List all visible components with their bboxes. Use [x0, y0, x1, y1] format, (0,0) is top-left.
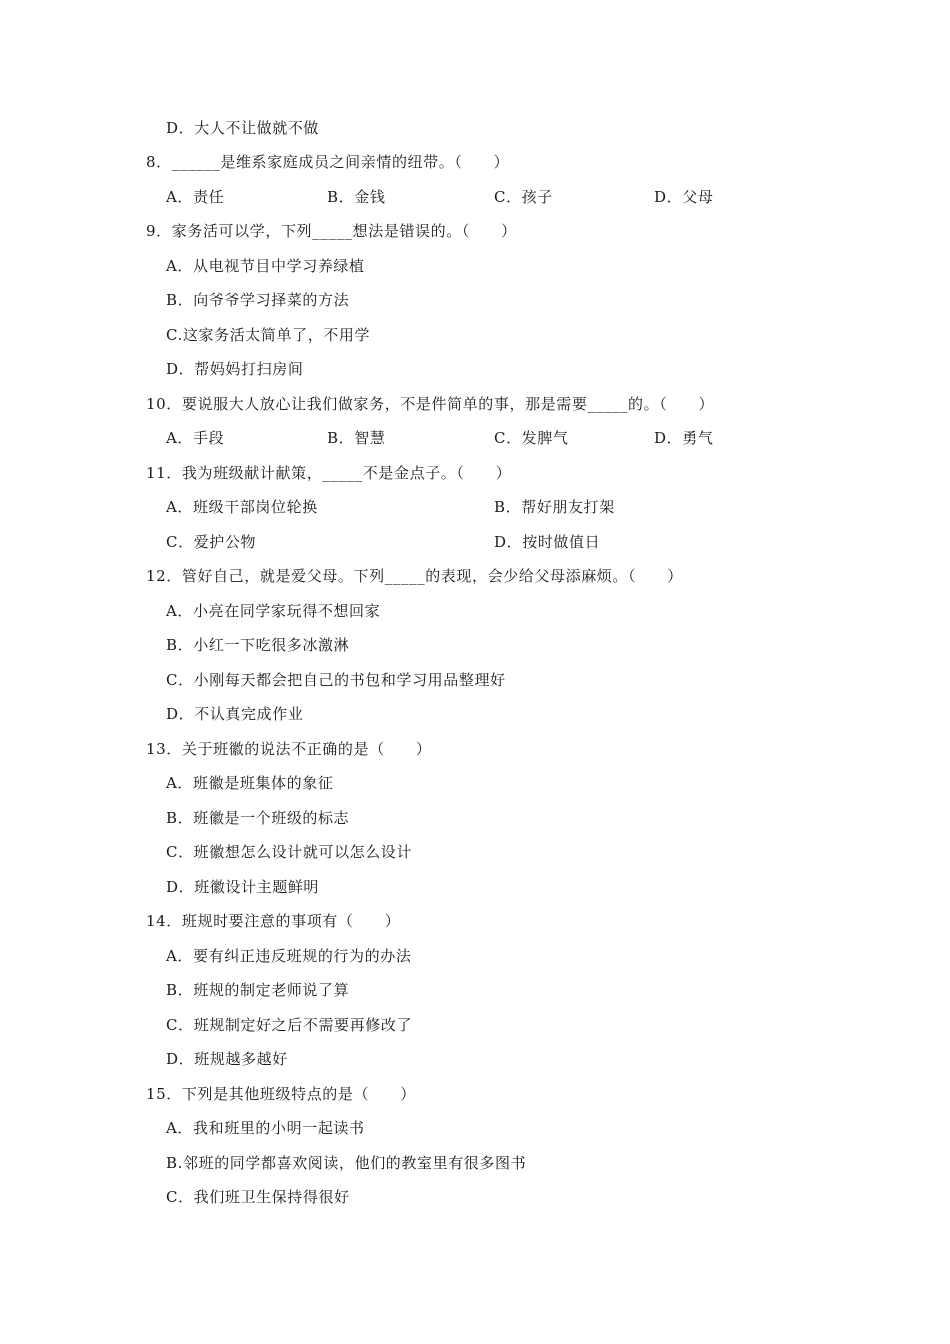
- q10-option-a: A．手段: [166, 429, 225, 447]
- q13-stem: 13．关于班徽的说法不正确的是（ ）: [146, 740, 432, 758]
- q13-option-c: C．班徽想怎么设计就可以怎么设计: [166, 843, 413, 861]
- q10-option-d: D．勇气: [654, 429, 714, 447]
- q14-stem: 14．班规时要注意的事项有（ ）: [146, 912, 401, 930]
- q12-option-c: C．小刚每天都会把自己的书包和学习用品整理好: [166, 671, 506, 689]
- q9-option-b: B．向爷爷学习择菜的方法: [166, 291, 350, 309]
- q8-stem: 8．______是维系家庭成员之间亲情的纽带。（ ）: [146, 153, 510, 171]
- q9-option-c: C.这家务活太简单了，不用学: [166, 326, 371, 344]
- q12-option-a: A．小亮在同学家玩得不想回家: [166, 602, 381, 620]
- q9-option-d: D．帮妈妈打扫房间: [166, 360, 304, 378]
- q8-option-d: D．父母: [654, 188, 714, 206]
- q12-option-d: D．不认真完成作业: [166, 705, 304, 723]
- q10-stem: 10．要说服大人放心让我们做家务，不是件简单的事，那是需要_____的。（ ）: [146, 395, 715, 413]
- q12-stem: 12．管好自己，就是爱父母。下列_____的表现，会少给父母添麻烦。（ ）: [146, 567, 683, 585]
- q15-stem: 15．下列是其他班级特点的是（ ）: [146, 1085, 416, 1103]
- q15-option-c: C．我们班卫生保持得很好: [166, 1188, 350, 1206]
- q14-option-d: D．班规越多越好: [166, 1050, 288, 1068]
- q9-stem: 9．家务活可以学，下列_____想法是错误的。（ ）: [146, 222, 517, 240]
- q13-option-b: B．班徽是一个班级的标志: [166, 809, 350, 827]
- q11-option-d: D．按时做值日: [494, 533, 601, 551]
- q11-option-b: B．帮好朋友打架: [494, 498, 615, 516]
- q7-option-d: D．大人不让做就不做: [166, 119, 320, 137]
- q14-option-a: A．要有纠正违反班规的行为的办法: [166, 947, 412, 965]
- q13-option-d: D．班徽设计主题鲜明: [166, 878, 320, 896]
- q15-option-a: A．我和班里的小明一起读书: [166, 1119, 365, 1137]
- q14-option-b: B．班规的制定老师说了算: [166, 981, 350, 999]
- q15-option-b: B.邻班的同学都喜欢阅读，他们的教室里有很多图书: [166, 1154, 527, 1172]
- q13-option-a: A．班徽是班集体的象征: [166, 774, 334, 792]
- q8-option-a: A．责任: [166, 188, 225, 206]
- q9-option-a: A．从电视节目中学习养绿植: [166, 257, 365, 275]
- q14-option-c: C．班规制定好之后不需要再修改了: [166, 1016, 413, 1034]
- q10-option-b: B．智慧: [327, 429, 386, 447]
- q12-option-b: B．小红一下吃很多冰激淋: [166, 636, 350, 654]
- q11-option-c: C．爱护公物: [166, 533, 257, 551]
- q11-stem: 11．我为班级献计献策，_____不是金点子。（ ）: [146, 464, 512, 482]
- q10-option-c: C．发脾气: [494, 429, 569, 447]
- q11-option-a: A．班级干部岗位轮换: [166, 498, 318, 516]
- q8-option-b: B．金钱: [327, 188, 386, 206]
- q8-option-c: C．孩子: [494, 188, 553, 206]
